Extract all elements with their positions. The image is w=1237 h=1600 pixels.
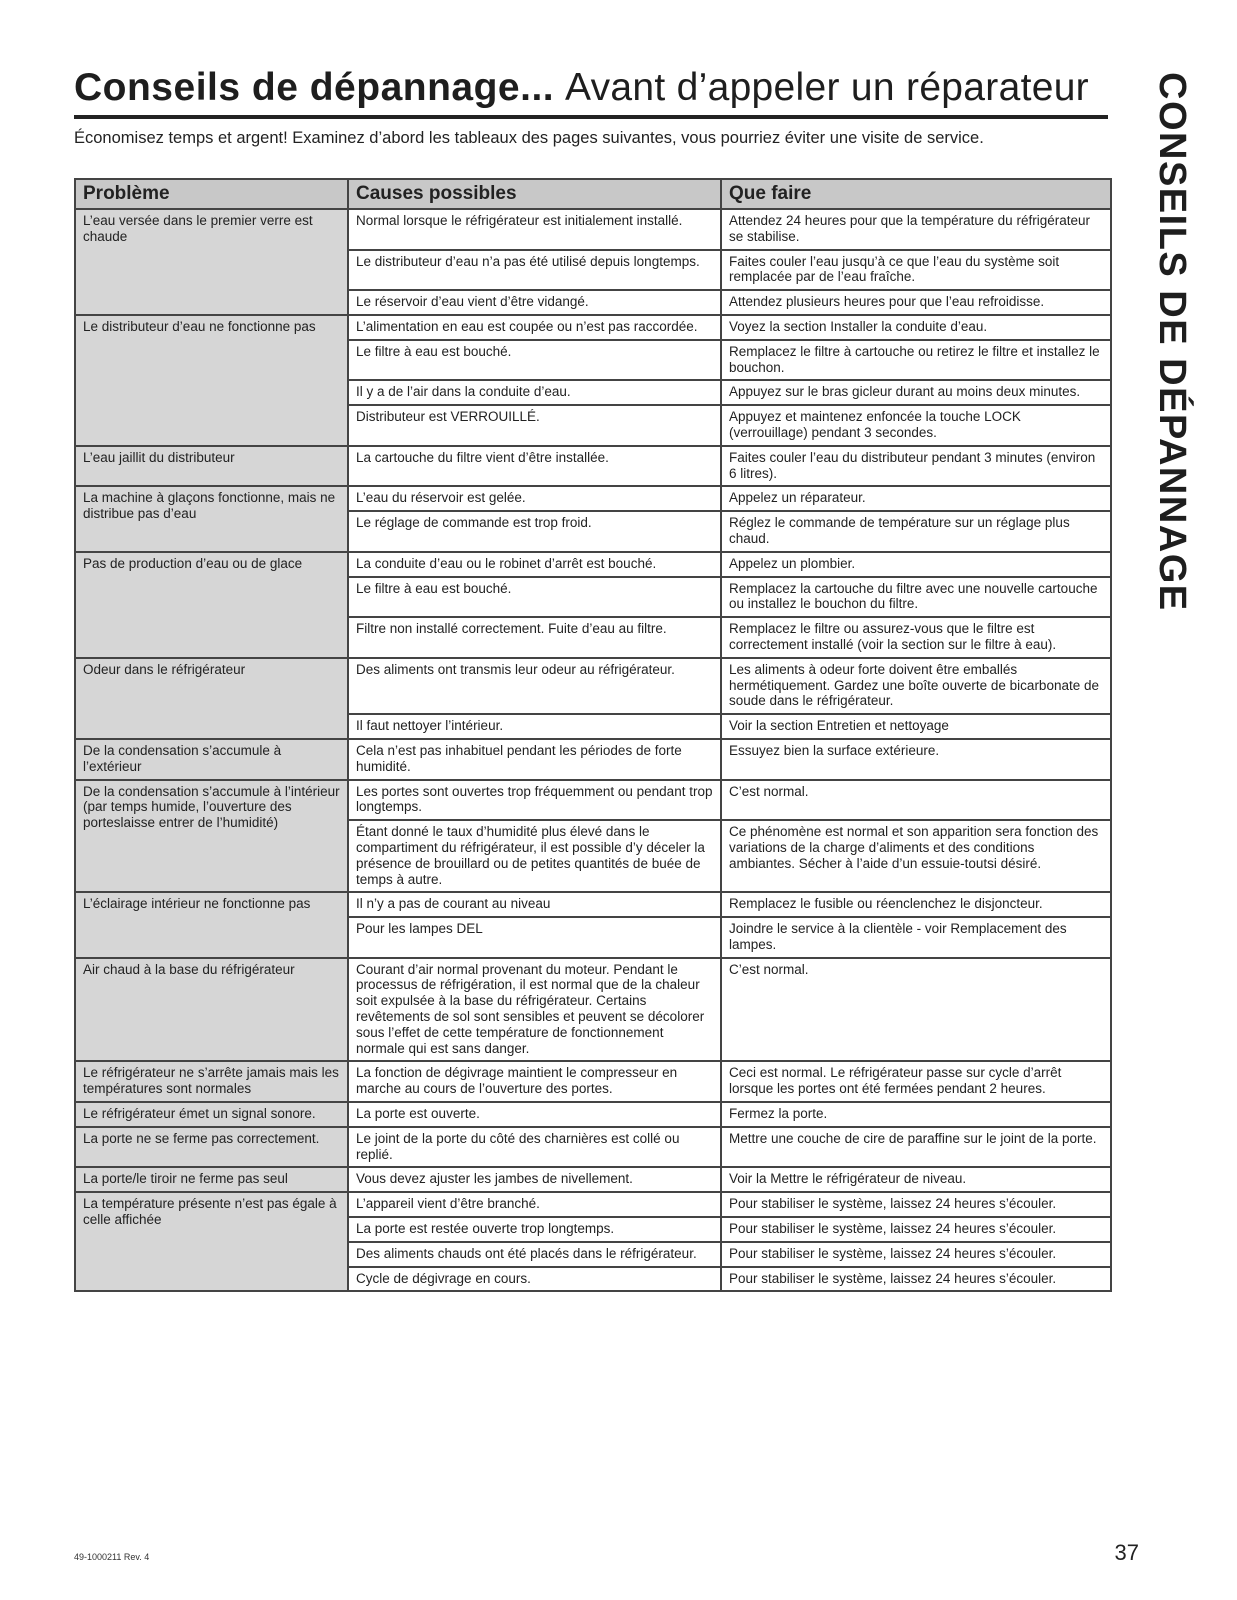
table-row bbox=[75, 1102, 1111, 1127]
table-row bbox=[75, 780, 1111, 821]
header-causes: Causes possibles bbox=[348, 179, 721, 209]
cause-cell: Il faut nettoyer l’intérieur. bbox=[348, 714, 721, 739]
fix-cell: Pour stabiliser le système, laissez 24 heures s’écouler. bbox=[721, 1217, 1111, 1242]
problem-cell: Le distributeur d’eau ne fonctionne pas bbox=[75, 315, 348, 446]
fix-cell: C’est normal. bbox=[721, 958, 1111, 1062]
document-code: 49-1000211 Rev. 4 bbox=[74, 1552, 150, 1562]
table-row bbox=[75, 486, 1111, 511]
fix-cell: Appuyez sur le bras gicleur durant au moins deux minutes. bbox=[721, 380, 1111, 405]
problem-cell: La température présente n’est pas égale à celle affichée bbox=[75, 1192, 348, 1291]
fix-cell: Faites couler l’eau jusqu’à ce que l’eau du système soit remplacée par de l’eau fraîche. bbox=[721, 250, 1111, 291]
cause-cell: La fonction de dégivrage maintient le compresseur en marche au cours de l’ouverture des portes. bbox=[348, 1061, 721, 1102]
cause-cell: La conduite d’eau ou le robinet d’arrêt est bouché. bbox=[348, 552, 721, 577]
fix-cell: Ceci est normal. Le réfrigérateur passe sur cycle d’arrêt lorsque les portes ont été fermées pendant 2 heures. bbox=[721, 1061, 1111, 1102]
fix-cell: Ce phénomène est normal et son apparition sera fonction des variations de la charge d’aliments et des conditions ambiantes. Sécher à l’aide d’un essuie-toutsi désiré. bbox=[721, 820, 1111, 892]
cause-cell: Le réglage de commande est trop froid. bbox=[348, 511, 721, 552]
fix-cell: Faites couler l’eau du distributeur pendant 3 minutes (environ 6 litres). bbox=[721, 446, 1111, 487]
fix-cell: Voir la Mettre le réfrigérateur de niveau. bbox=[721, 1167, 1111, 1192]
table-row bbox=[75, 1127, 1111, 1168]
fix-cell: Remplacez le filtre ou assurez-vous que le filtre est correctement installé (voir la section sur le filtre à eau). bbox=[721, 617, 1111, 658]
header-fix: Que faire bbox=[721, 179, 1111, 209]
cause-cell: Cela n’est pas inhabituel pendant les périodes de forte humidité. bbox=[348, 739, 721, 780]
intro-text: Économisez temps et argent! Examinez d’abord les tableaux des pages suivantes, vous pourriez éviter une visite de service. bbox=[74, 129, 984, 147]
fix-cell: Remplacez le filtre à cartouche ou retirez le filtre et installez le bouchon. bbox=[721, 340, 1111, 381]
problem-cell: Le réfrigérateur émet un signal sonore. bbox=[75, 1102, 348, 1127]
cause-cell: La porte est restée ouverte trop longtemps. bbox=[348, 1217, 721, 1242]
problem-cell: L’eau versée dans le premier verre est chaude bbox=[75, 209, 348, 315]
fix-cell: Remplacez le fusible ou réenclenchez le disjoncteur. bbox=[721, 892, 1111, 917]
fix-cell: Les aliments à odeur forte doivent être emballés hermétiquement. Gardez une boîte ouverte de bicarbonate de soude dans le réfrigérateur. bbox=[721, 658, 1111, 714]
table-row bbox=[75, 552, 1111, 577]
problem-cell: La porte ne se ferme pas correctement. bbox=[75, 1127, 348, 1168]
fix-cell: C’est normal. bbox=[721, 780, 1111, 821]
cause-cell: Le filtre à eau est bouché. bbox=[348, 340, 721, 381]
cause-cell: Cycle de dégivrage en cours. bbox=[348, 1267, 721, 1292]
fix-cell: Appelez un plombier. bbox=[721, 552, 1111, 577]
table-body bbox=[75, 209, 1111, 1291]
page-title-light: Avant d’appeler un réparateur bbox=[564, 66, 1089, 109]
cause-cell: La porte est ouverte. bbox=[348, 1102, 721, 1127]
cause-cell: Distributeur est VERROUILLÉ. bbox=[348, 405, 721, 446]
fix-cell: Voyez la section Installer la conduite d’eau. bbox=[721, 315, 1111, 340]
cause-cell: Le filtre à eau est bouché. bbox=[348, 577, 721, 618]
fix-cell: Réglez le commande de température sur un réglage plus chaud. bbox=[721, 511, 1111, 552]
page-title bbox=[74, 64, 1114, 112]
header-problem: Problème bbox=[75, 179, 348, 209]
page-title-bold: Conseils de dépannage... bbox=[74, 66, 555, 109]
cause-cell: Filtre non installé correctement. Fuite d’eau au filtre. bbox=[348, 617, 721, 658]
table-row bbox=[75, 658, 1111, 714]
title-rule bbox=[74, 115, 1108, 119]
page-number: 37 bbox=[1114, 1540, 1139, 1565]
problem-cell: La machine à glaçons fonctionne, mais ne distribue pas d’eau bbox=[75, 486, 348, 551]
cause-cell: Il y a de l’air dans la conduite d’eau. bbox=[348, 380, 721, 405]
cause-cell: Les portes sont ouvertes trop fréquemment ou pendant trop longtemps. bbox=[348, 780, 721, 821]
fix-cell: Joindre le service à la clientèle - voir Remplacement des lampes. bbox=[721, 917, 1111, 958]
cause-cell: Des aliments chauds ont été placés dans le réfrigérateur. bbox=[348, 1242, 721, 1267]
cause-cell: Normal lorsque le réfrigérateur est initialement installé. bbox=[348, 209, 721, 250]
problem-cell: La porte/le tiroir ne ferme pas seul bbox=[75, 1167, 348, 1192]
cause-cell: Vous devez ajuster les jambes de nivellement. bbox=[348, 1167, 721, 1192]
fix-cell: Appuyez et maintenez enfoncée la touche LOCK (verrouillage) pendant 3 secondes. bbox=[721, 405, 1111, 446]
cause-cell: Courant d’air normal provenant du moteur. Pendant le processus de réfrigération, il est normal que de la chaleur soit expulsée à la base du réfrigérateur. Certains revêtements de sol sont sensibles et peuvent se décolorer sous l’effet de cette température de fonctionnement normale qui est sans danger. bbox=[348, 958, 721, 1062]
fix-cell: Pour stabiliser le système, laissez 24 heures s’écouler. bbox=[721, 1267, 1111, 1292]
table-row bbox=[75, 315, 1111, 340]
fix-cell: Pour stabiliser le système, laissez 24 heures s’écouler. bbox=[721, 1242, 1111, 1267]
cause-cell: Le distributeur d’eau n’a pas été utilisé depuis longtemps. bbox=[348, 250, 721, 291]
problem-cell: Air chaud à la base du réfrigérateur bbox=[75, 958, 348, 1062]
problem-cell: De la condensation s’accumule à l’extérieur bbox=[75, 739, 348, 780]
cause-cell: Pour les lampes DEL bbox=[348, 917, 721, 958]
cause-cell: L’eau du réservoir est gelée. bbox=[348, 486, 721, 511]
table-row bbox=[75, 958, 1111, 1062]
fix-cell: Essuyez bien la surface extérieure. bbox=[721, 739, 1111, 780]
fix-cell: Appelez un réparateur. bbox=[721, 486, 1111, 511]
table-row bbox=[75, 1061, 1111, 1102]
table-row bbox=[75, 1192, 1111, 1217]
cause-cell: L’alimentation en eau est coupée ou n’est pas raccordée. bbox=[348, 315, 721, 340]
problem-cell: Odeur dans le réfrigérateur bbox=[75, 658, 348, 739]
table-row bbox=[75, 739, 1111, 780]
fix-cell: Voir la section Entretien et nettoyage bbox=[721, 714, 1111, 739]
cause-cell: Le joint de la porte du côté des charnières est collé ou replié. bbox=[348, 1127, 721, 1168]
fix-cell: Attendez 24 heures pour que la température du réfrigérateur se stabilise. bbox=[721, 209, 1111, 250]
problem-cell: Le réfrigérateur ne s’arrête jamais mais les températures sont normales bbox=[75, 1061, 348, 1102]
fix-cell: Fermez la porte. bbox=[721, 1102, 1111, 1127]
troubleshooting-table bbox=[74, 178, 1112, 1292]
table-row bbox=[75, 446, 1111, 487]
table-header-row bbox=[75, 179, 1111, 209]
table-row bbox=[75, 1167, 1111, 1192]
fix-cell: Pour stabiliser le système, laissez 24 heures s’écouler. bbox=[721, 1192, 1111, 1217]
problem-cell: Pas de production d’eau ou de glace bbox=[75, 552, 348, 658]
side-label-text: CONSEILS DE DÉPANNAGE bbox=[1151, 72, 1193, 612]
table-row bbox=[75, 209, 1111, 250]
problem-cell: De la condensation s’accumule à l’intérieur (par temps humide, l’ouverture des porteslaisse entrer de l’humidité) bbox=[75, 780, 348, 893]
side-label bbox=[1148, 72, 1196, 612]
problem-cell: L’eau jaillit du distributeur bbox=[75, 446, 348, 487]
table-row bbox=[75, 892, 1111, 917]
cause-cell: La cartouche du filtre vient d’être installée. bbox=[348, 446, 721, 487]
cause-cell: Étant donné le taux d’humidité plus élevé dans le compartiment du réfrigérateur, il est possible d’y déceler la présence de brouillard ou de petites quantités de buée de temps à autre. bbox=[348, 820, 721, 892]
cause-cell: Des aliments ont transmis leur odeur au réfrigérateur. bbox=[348, 658, 721, 714]
problem-cell: L’éclairage intérieur ne fonctionne pas bbox=[75, 892, 348, 957]
fix-cell: Attendez plusieurs heures pour que l’eau refroidisse. bbox=[721, 290, 1111, 315]
fix-cell: Remplacez la cartouche du filtre avec une nouvelle cartouche ou installez le bouchon du filtre. bbox=[721, 577, 1111, 618]
cause-cell: L’appareil vient d’être branché. bbox=[348, 1192, 721, 1217]
fix-cell: Mettre une couche de cire de paraffine sur le joint de la porte. bbox=[721, 1127, 1111, 1168]
cause-cell: Le réservoir d’eau vient d’être vidangé. bbox=[348, 290, 721, 315]
cause-cell: Il n’y a pas de courant au niveau bbox=[348, 892, 721, 917]
